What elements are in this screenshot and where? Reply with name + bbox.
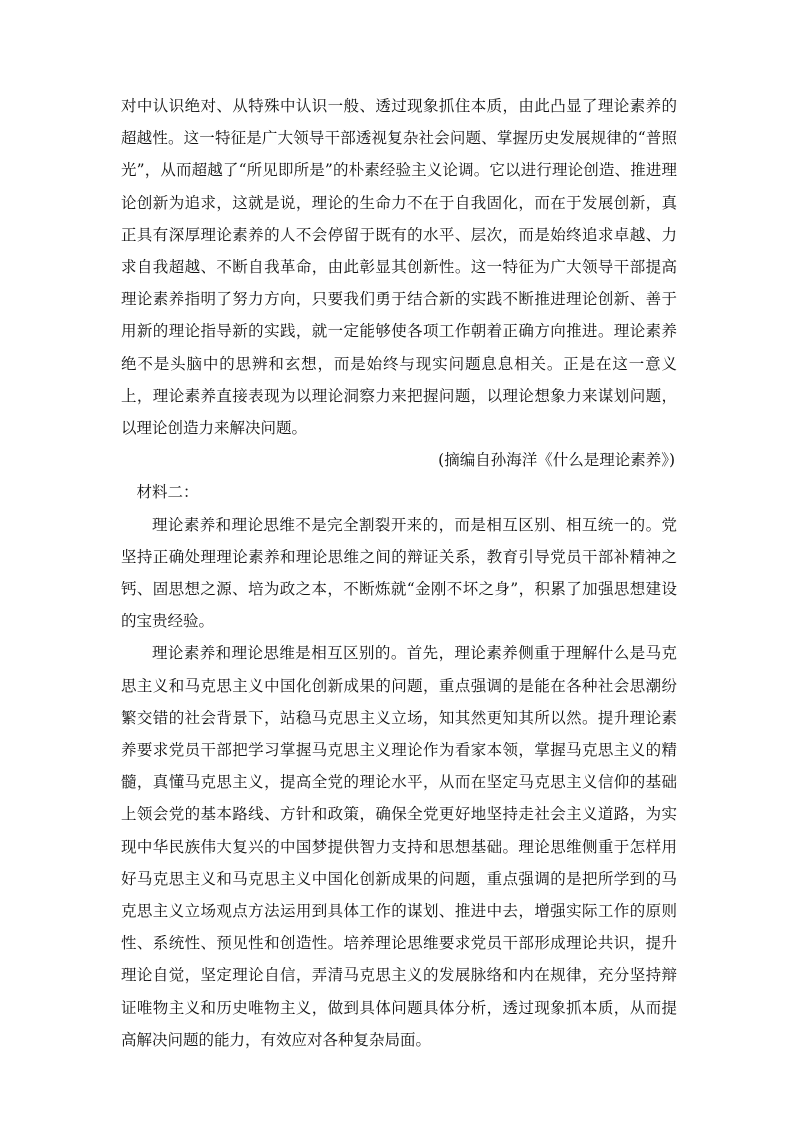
source-citation: (摘编自孙海洋《什么是理论素养》) xyxy=(438,451,675,470)
paragraph-continued: 对中认识绝对、从特殊中认识一般、透过现象抓住本质，由此凸显了理论素养的超越性。这一特征是广大领导干部透视复杂社会问题、掌握历史发展规律的“普照光”，从而超越了“所见即所是”的朴素经验主义论调。它以进行理论创造、推进理论创新为追求，这就是说，理论的生命力不在于自我固化，而在于发展创新，真正具有深厚理论素养的人不会停留于既有的水平、层次，而是始终追求卓越、力求自我超越、不断自我革命，由此彰显其创新性。这一特征为广大领导干部提高理论素养指明了努力方向，只要我们勇于结合新的实践不断推进理论创新、善于用新的理论指导新的实践，就一定能够使各项工作朝着正确方向推进。理论素养绝不是头脑中的思辨和玄想，而是始终与现实问题息息相关。正是在这一意义上，理论素养直接表现为以理论洞察力来把握问题，以理论想象力来谋划问题，以理论创造力来解决问题。 xyxy=(121,97,677,438)
document-page xyxy=(121,90,677,1056)
paragraph: 理论素养和理论思维是相互区别的。首先，理论素养侧重于理解什么是马克思主义和马克思主义中国化创新成果的问题，重点强调的是能在各种社会思潮纷繁交错的社会背景下，站稳马克思主义立场，知其然更知其所以然。提升理论素养要求党员干部把学习掌握马克思主义理论作为看家本领，掌握马克思主义的精髓，真懂马克思主义，提高全党的理论水平，从而在坚定马克思主义信仰的基础上领会党的基本路线、方针和政策，确保全党更好地坚持走社会主义道路，为实现中华民族伟大复兴的中国梦提供智力支持和思想基础。理论思维侧重于怎样用好马克思主义和马克思主义中国化创新成果的问题，重点强调的是把所学到的马克思主义立场观点方法运用到具体工作的谋划、推进中去，增强实际工作的原则性、系统性、预见性和创造性。培养理论思维要求党员干部形成理论共识，提升理论自觉，坚定理论自信，弄清马克思主义的发展脉络和内在规律，充分坚持辩证唯物主义和历史唯物主义，做到具体问题具体分析，透过现象抓本质，从而提高解决问题的能力，有效应对各种复杂局面。 xyxy=(121,644,677,1049)
paragraph: 理论素养和理论思维不是完全割裂开来的，而是相互区别、相互统一的。党坚持正确处理理论素养和理论思维之间的辩证关系，教育引导党员干部补精神之钙、固思想之源、培为政之本，不断炼就“金刚不坏之身”，积累了加强思想建设的宝贵经验。 xyxy=(121,515,677,631)
section-label: 材料二： xyxy=(136,483,199,502)
